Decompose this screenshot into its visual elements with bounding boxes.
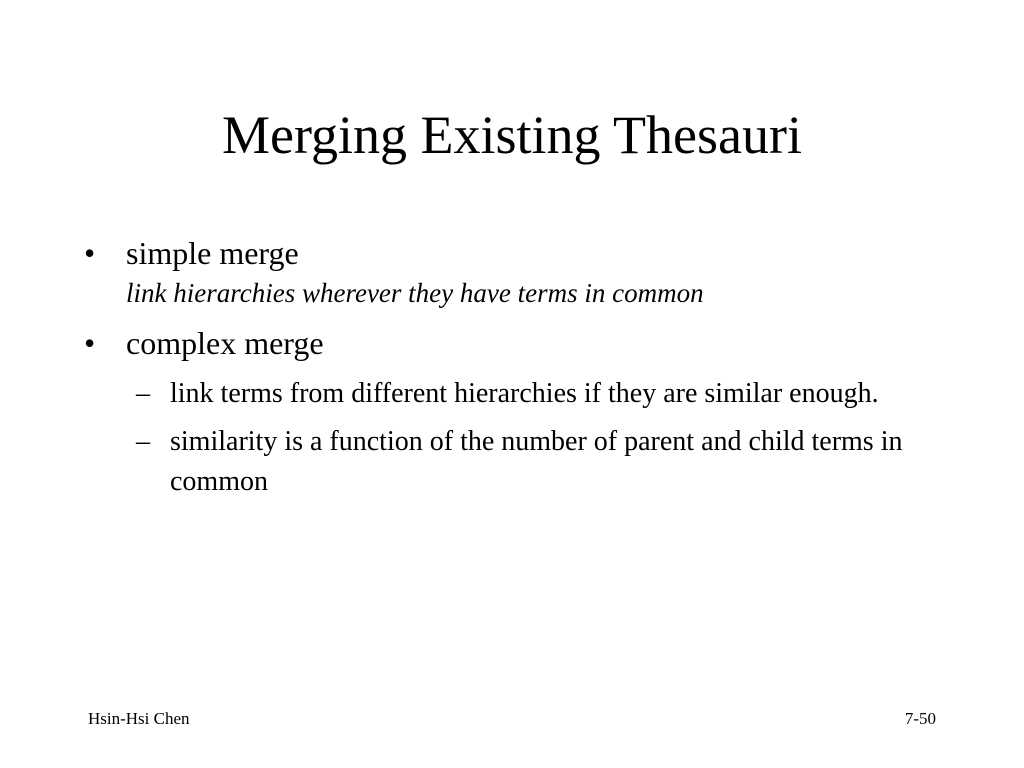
subbullet-marker: – [136, 426, 150, 457]
bullet-text: complex merge [126, 325, 324, 361]
slide-body [84, 232, 944, 510]
bullet-simple-merge [84, 232, 944, 312]
footer-page-number: 7-50 [904, 709, 936, 728]
bullet-marker: • [84, 235, 96, 271]
bullet-complex-merge [84, 322, 944, 364]
subbullet-text: link terms from different hierarchies if they are similar enough. [170, 378, 879, 409]
bullet-text: simple merge [126, 235, 299, 271]
subbullet-marker: – [136, 378, 150, 409]
subbullet-similarity [84, 422, 944, 502]
bullet-detail: link hierarchies wherever they have terms in common [126, 278, 704, 308]
subbullet-link-terms [84, 374, 944, 414]
footer-author: Hsin-Hsi Chen [88, 709, 190, 728]
bullet-marker: • [84, 325, 96, 361]
slide-title: Merging Existing Thesauri [222, 105, 802, 165]
subbullet-text: similarity is a function of the number of parent and child terms in common [170, 426, 903, 497]
